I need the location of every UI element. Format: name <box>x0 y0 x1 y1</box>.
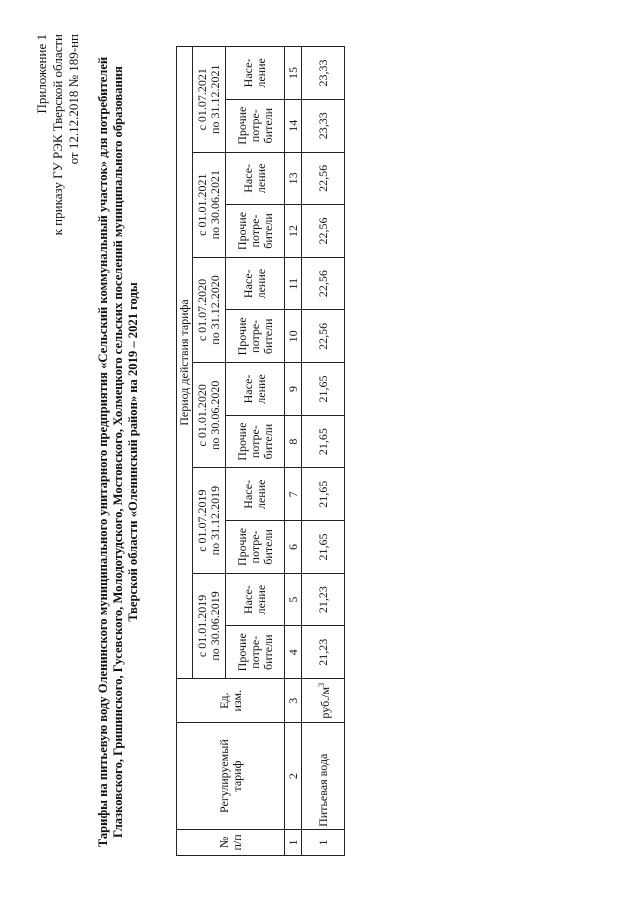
appendix-line-2: к приказу ГУ РЭК Тверской области <box>50 34 65 236</box>
column-number: 10 <box>285 310 302 363</box>
consumer-other-header: Прочие потре-бители <box>226 521 285 574</box>
column-number: 15 <box>285 47 302 100</box>
column-number: 2 <box>285 723 302 830</box>
tariff-value: 21,65 <box>302 363 345 416</box>
tariff-value: 22,56 <box>302 205 345 258</box>
tariff-value: 23,33 <box>302 47 345 100</box>
tariff-value: 21,23 <box>302 573 345 626</box>
period-2-from: с 01.07.2019 <box>195 489 209 552</box>
period-5-to: по 30.06.2021 <box>208 169 222 240</box>
header-tariff: Регулируемый тариф <box>177 723 285 830</box>
row-unit-main: руб./м <box>317 686 332 719</box>
period-3-to: по 30.06.2020 <box>208 380 222 451</box>
consumer-other-header: Прочие потре-бители <box>226 415 285 468</box>
column-number: 9 <box>285 363 302 416</box>
tariff-value: 21,65 <box>302 521 345 574</box>
period-6-from: с 01.07.2021 <box>195 68 209 131</box>
row-tariff-name: Питьевая вода <box>302 723 345 830</box>
title-line-2: Глазковского, Гришинского, Гусевского, Молодотудского, Мостовского, Холмецкого сельских поселений муниципального образования <box>111 66 125 838</box>
column-number: 1 <box>285 829 302 855</box>
consumer-other-header: Прочие потре-бители <box>226 310 285 363</box>
table-row <box>302 47 345 856</box>
consumer-population-header: Насе-ление <box>226 152 285 205</box>
tariff-value: 22,56 <box>302 310 345 363</box>
period-4-to: по 31.12.2020 <box>208 275 222 345</box>
period-3 <box>193 363 226 468</box>
period-5 <box>193 152 226 257</box>
period-1-to: по 30.06.2019 <box>208 591 222 661</box>
header-period: Период действия тарифа <box>177 47 193 679</box>
consumer-population-header: Насе-ление <box>226 47 285 100</box>
tariff-table <box>176 46 345 856</box>
consumer-population-header: Насе-ление <box>226 257 285 310</box>
period-5-from: с 01.01.2021 <box>195 173 209 236</box>
period-3-from: с 01.01.2020 <box>195 384 209 447</box>
document-title <box>96 40 141 864</box>
period-2-to: по 31.12.2019 <box>208 485 222 556</box>
tariff-value: 21,65 <box>302 468 345 521</box>
appendix-note <box>34 34 82 235</box>
tariff-value: 23,33 <box>302 99 345 152</box>
consumer-other-header: Прочие потре-бители <box>226 205 285 258</box>
column-number: 8 <box>285 415 302 468</box>
period-4-from: с 01.07.2020 <box>195 278 209 342</box>
period-1-from: с 01.01.2019 <box>195 594 209 658</box>
row-unit <box>302 679 345 723</box>
appendix-line-3: от 12.12.2018 № 189-нп <box>66 34 81 165</box>
row-number: 1 <box>302 829 345 855</box>
tariff-value: 21,23 <box>302 626 345 679</box>
column-number: 5 <box>285 573 302 626</box>
header-no: № п/п <box>177 829 285 855</box>
column-number-row <box>285 47 302 856</box>
column-number: 4 <box>285 626 302 679</box>
column-number: 12 <box>285 205 302 258</box>
column-number: 6 <box>285 521 302 574</box>
consumer-population-header: Насе-ление <box>226 468 285 521</box>
period-4 <box>193 257 226 362</box>
period-6-to: по 31.12.2021 <box>208 64 222 134</box>
appendix-line-1: Приложение 1 <box>34 34 49 114</box>
header-unit: Ед. изм. <box>177 679 285 723</box>
tariff-value: 22,56 <box>302 257 345 310</box>
tariff-value: 21,65 <box>302 415 345 468</box>
tariff-value: 22,56 <box>302 152 345 205</box>
title-line-3: Тверской области «Оленинский район» на 2019 – 2021 годы <box>126 282 140 622</box>
row-unit-sup: 3 <box>316 682 326 687</box>
column-number: 3 <box>285 679 302 723</box>
column-number: 7 <box>285 468 302 521</box>
period-2 <box>193 468 226 573</box>
consumer-other-header: Прочие потре-бители <box>226 626 285 679</box>
consumer-population-header: Насе-ление <box>226 363 285 416</box>
period-1 <box>193 573 226 678</box>
title-line-1: Тарифы на питьевую воду Оленинского муниципального унитарного предприятия «Сельский коммунальный участок» для потребителей <box>96 56 110 848</box>
consumer-other-header: Прочие потре-бители <box>226 99 285 152</box>
column-number: 14 <box>285 99 302 152</box>
period-6 <box>193 47 226 153</box>
consumer-population-header: Насе-ление <box>226 573 285 626</box>
column-number: 13 <box>285 152 302 205</box>
column-number: 11 <box>285 257 302 310</box>
